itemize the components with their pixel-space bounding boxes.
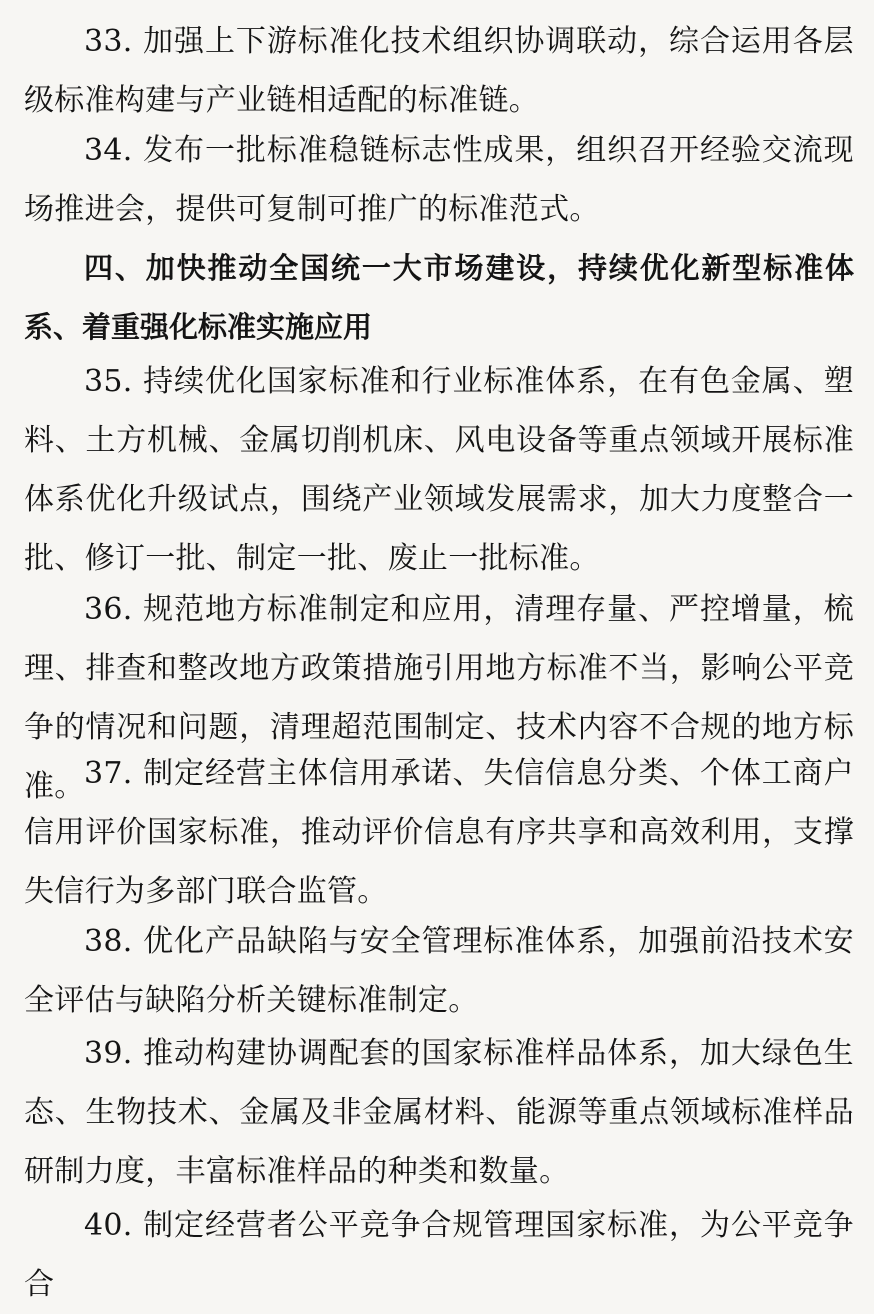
item-39: 39. 推动构建协调配套的国家标准样品体系，加大绿色生态、生物技术、金属及非金属材料、能源等重点领域标准样品研制力度，丰富标准样品的种类和数量。 <box>24 1036 854 1189</box>
item-40: 40. 制定经营者公平竞争合规管理国家标准，为公平竞争合 <box>24 1208 854 1302</box>
item-35: 35. 持续优化国家标准和行业标准体系，在有色金属、塑料、土方机械、金属切削机床、风电设备等重点领域开展标准体系优化升级试点，围绕产业领域发展需求，加大力度整合一批、修订一批、制定一批、废止一批标准。 <box>24 364 854 576</box>
item-36: 36. 规范地方标准制定和应用，清理存量、严控增量，梳理、排查和整改地方政策措施引用地方标准不当，影响公平竞争的情况和问题，清理超范围制定、技术内容不合规的地方标准。 <box>24 592 854 804</box>
item-37: 37. 制定经营主体信用承诺、失信信息分类、个体工商户信用评价国家标准，推动评价信息有序共享和高效利用，支撑失信行为多部门联合监管。 <box>24 756 854 909</box>
item-34: 34. 发布一批标准稳链标志性成果，组织召开经验交流现场推进会，提供可复制可推广的标准范式。 <box>24 133 854 227</box>
item-38: 38. 优化产品缺陷与安全管理标准体系，加强前沿技术安全评估与缺陷分析关键标准制定。 <box>24 924 854 1018</box>
item-33: 33. 加强上下游标准化技术组织协调联动，综合运用各层级标准构建与产业链相适配的标准链。 <box>24 24 854 118</box>
section-heading-4: 四、加快推动全国统一大市场建设，持续优化新型标准体系、着重强化标准实施应用 <box>24 251 854 344</box>
